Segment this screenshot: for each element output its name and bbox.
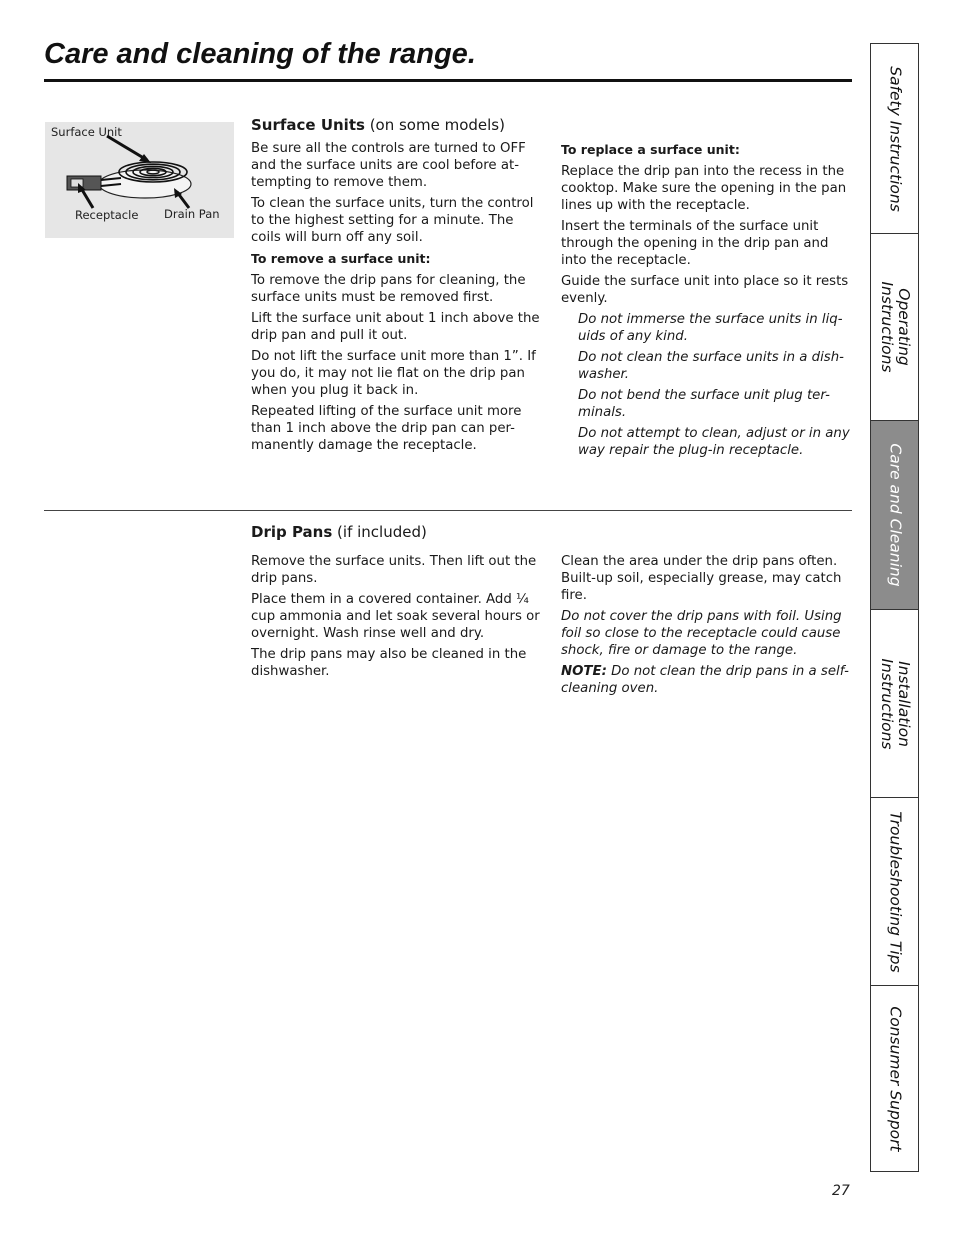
tab-label: Operating Instructions xyxy=(877,281,913,373)
paragraph: Remove the surface units. Then lift out the drip pans. xyxy=(251,554,537,586)
paragraph: To clean the surface units, turn the control to the highest setting for a minute. The coils will burn off any soil. xyxy=(251,196,534,245)
tab-care-and-cleaning[interactable] xyxy=(871,421,918,610)
paragraph: Insert the terminals of the surface unit through the opening in the drip pan and into the receptacle. xyxy=(561,219,829,268)
drip-pans-heading-bold: Drip Pans xyxy=(251,523,333,541)
surface-unit-figure xyxy=(45,122,234,238)
tab-label: Care and Cleaning xyxy=(886,443,904,587)
paragraph: The drip pans may also be cleaned in the dishwasher. xyxy=(251,647,527,679)
surface-units-right-column xyxy=(561,141,853,463)
paragraph: To remove the drip pans for cleaning, the surface units must be removed first. xyxy=(251,273,526,305)
drip-pans-right-column xyxy=(561,553,853,701)
remove-surface-unit-heading: To remove a surface unit: xyxy=(251,251,431,266)
surface-units-heading-rest: (on some models) xyxy=(364,116,505,134)
note-text: Do not clean the drip pans in a self-cleaning oven. xyxy=(561,664,849,696)
receptacle-label: Receptacle xyxy=(75,208,139,222)
paragraph: Be sure all the controls are turned to OFF and the surface units are cool before at-tempting to remove them. xyxy=(251,141,526,190)
paragraph: Guide the surface unit into place so it rests evenly. xyxy=(561,274,849,306)
caution-note: Do not cover the drip pans with foil. Using foil so close to the receptacle could cause shock, fire or damage to the range. xyxy=(561,609,842,658)
tab-safety-instructions[interactable] xyxy=(871,44,918,234)
caution-note: Do not bend the surface unit plug ter-minals. xyxy=(578,388,830,420)
surface-units-heading xyxy=(251,116,505,134)
caution-note: Do not attempt to clean, adjust or in any way repair the plug-in receptacle. xyxy=(578,426,850,458)
title-rule xyxy=(44,79,852,82)
tab-label: Installation Instructions xyxy=(877,657,913,750)
tab-operating-instructions[interactable] xyxy=(871,234,918,421)
paragraph: Repeated lifting of the surface unit more than 1 inch above the drip pan can per-manently damage the receptacle. xyxy=(251,404,522,453)
paragraph: Do not lift the surface unit more than 1”. If you do, it may not lie flat on the drip pan when you plug it back in. xyxy=(251,349,536,398)
surface-unit-label: Surface Unit xyxy=(51,125,122,139)
surface-units-left-column xyxy=(251,140,541,458)
drip-pans-heading xyxy=(251,523,427,541)
note-label: NOTE: xyxy=(561,664,607,679)
page-number: 27 xyxy=(832,1183,850,1199)
section-tabs xyxy=(870,43,919,1172)
paragraph: Lift the surface unit about 1 inch above the drip pan and pull it out. xyxy=(251,311,540,343)
drain-pan-label: Drain Pan xyxy=(164,207,220,221)
drip-pans-heading-rest: (if included) xyxy=(332,523,427,541)
replace-surface-unit-heading: To replace a surface unit: xyxy=(561,142,740,157)
tab-label: Troubleshooting Tips xyxy=(886,810,904,973)
tab-label: Consumer Support xyxy=(886,1005,904,1152)
tab-installation-instructions[interactable] xyxy=(871,610,918,798)
tab-label: Safety Instructions xyxy=(886,65,904,212)
drip-pans-left-column xyxy=(251,553,543,684)
paragraph: Place them in a covered container. Add ¼ cup ammonia and let soak several hours or overnight. Wash rinse well and dry. xyxy=(251,592,540,641)
caution-note: Do not immerse the surface units in liq-uids of any kind. xyxy=(578,312,843,344)
tab-troubleshooting-tips[interactable] xyxy=(871,798,918,986)
section-divider xyxy=(44,510,852,511)
paragraph: Replace the drip pan into the recess in the cooktop. Make sure the opening in the pan lines up with the receptacle. xyxy=(561,164,847,213)
caution-note: Do not clean the surface units in a dish-washer. xyxy=(578,350,844,382)
paragraph: Clean the area under the drip pans often. Built-up soil, especially grease, may catch fire. xyxy=(561,554,842,603)
tab-consumer-support[interactable] xyxy=(871,986,918,1171)
note xyxy=(561,663,853,697)
surface-units-heading-bold: Surface Units xyxy=(251,116,365,134)
page-title: Care and cleaning of the range. xyxy=(44,38,476,70)
